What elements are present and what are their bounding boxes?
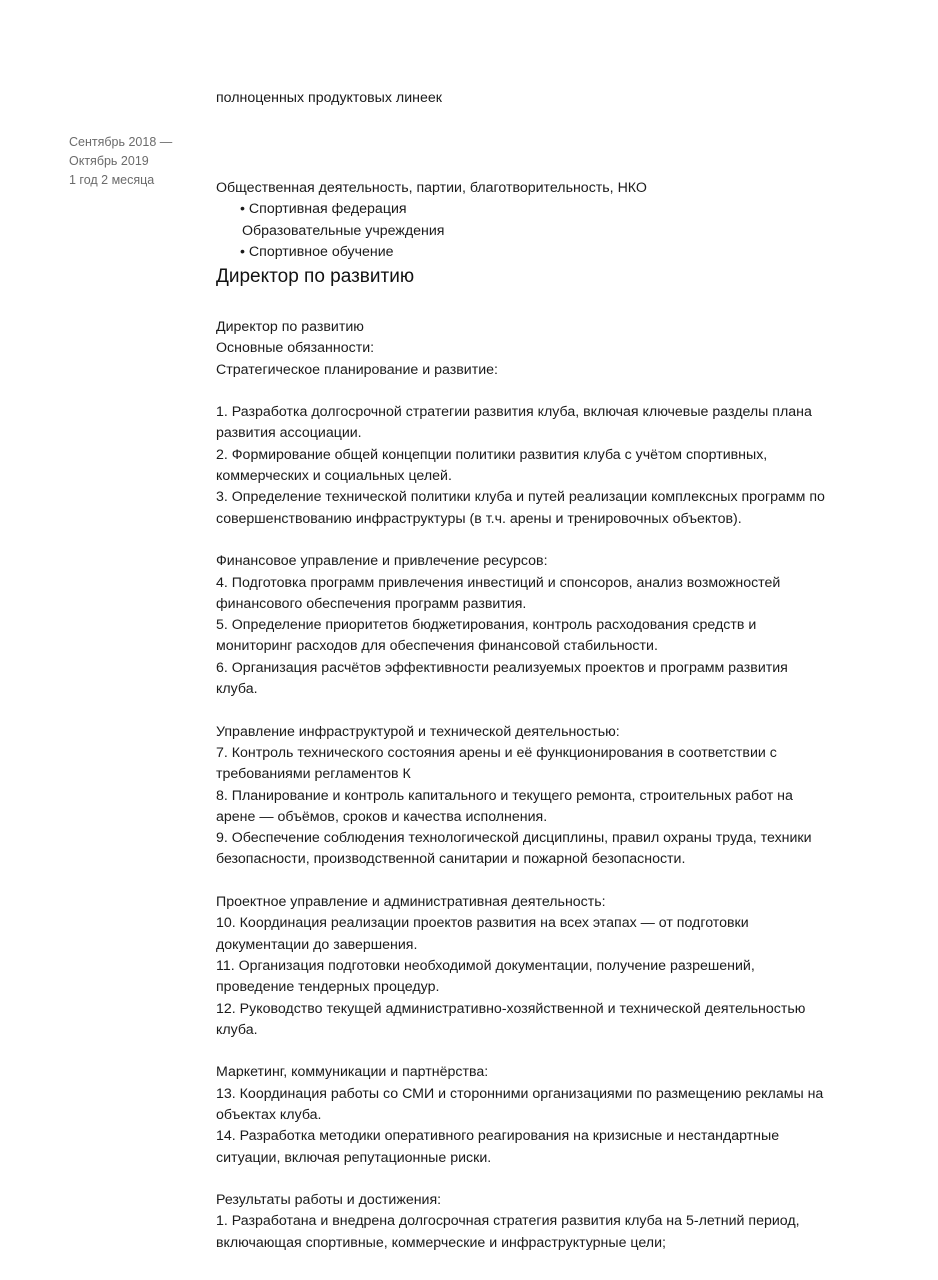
description-line: 10. Координация реализации проектов развития на всех этапах — от подготовки (216, 915, 749, 932)
description-line: Маркетинг, коммуникации и партнёрства: (216, 1064, 489, 1081)
description-line: Результаты работы и достижения: (216, 1192, 442, 1209)
description-line: Финансовое управление и привлечение ресурсов: (216, 553, 548, 570)
industry-block (216, 178, 647, 263)
description-line: 8. Планирование и контроль капитального и текущего ремонта, строительных работ на (216, 787, 793, 804)
industry-line: Общественная деятельность, партии, благотворительность, НКО (216, 180, 647, 196)
industry-sub-item: • Спортивное обучение (240, 243, 394, 260)
previous-job-tail: полноценных продуктовых линеек (216, 90, 442, 106)
period-duration: 1 год 2 месяца (69, 173, 155, 187)
description-line: мониторинг расходов для обеспечения финансовой стабильности. (216, 638, 658, 655)
industry-sub-item: • Спортивная федерация (240, 201, 407, 218)
description-line: 4. Подготовка программ привлечения инвестиций и спонсоров, анализ возможностей (216, 574, 781, 591)
description-line: 6. Организация расчётов эффективности реализуемых проектов и программ развития (216, 659, 788, 676)
description-line: 13. Координация работы со СМИ и сторонними организациями по размещению рекламы на (216, 1085, 824, 1102)
description-line: требованиями регламентов К (216, 766, 411, 783)
industry-line: Образовательные учреждения (242, 222, 445, 239)
description-line: Стратегическое планирование и развитие: (216, 361, 498, 378)
period-end: Октябрь 2019 (69, 154, 149, 168)
description-line: клуба. (216, 1021, 258, 1038)
description-line: проведение тендерных процедур. (216, 979, 440, 996)
description-line: объектах клуба. (216, 1106, 322, 1123)
description-line: коммерческих и социальных целей. (216, 468, 452, 485)
period-start: Сентябрь 2018 — (69, 135, 173, 149)
description-line: клуба. (216, 681, 258, 698)
description-line: Директор по развитию (216, 319, 364, 335)
description-line: 12. Руководство текущей административно-хозяйственной и технической деятельностью (216, 1000, 806, 1017)
description-spacer (216, 700, 825, 721)
position-title: Директор по развитию (216, 266, 415, 287)
description-line: 7. Контроль технического состояния арены и её функционирования в соответствии с (216, 744, 777, 761)
job-description (216, 317, 825, 1254)
description-spacer (216, 1169, 825, 1190)
description-spacer (216, 530, 825, 551)
description-line: 14. Разработка методики оперативного реагирования на кризисные и нестандартные (216, 1128, 780, 1145)
description-line: финансового обеспечения программ развития. (216, 595, 527, 612)
description-line: безопасности, производственной санитарии и пожарной безопасности. (216, 851, 686, 868)
description-line: арене — объёмов, сроков и качества исполнения. (216, 808, 548, 825)
description-spacer (216, 871, 825, 892)
description-line: 2. Формирование общей концепции политики развития клуба с учётом спортивных, (216, 446, 768, 463)
description-line: 3. Определение технической политики клуба и путей реализации комплексных программ по (216, 489, 825, 506)
description-line: 1. Разработана и внедрена долгосрочная стратегия развития клуба на 5-летний период, (216, 1213, 800, 1230)
description-line: Основные обязанности: (216, 340, 375, 357)
description-line: ситуации, включая репутационные риски. (216, 1149, 492, 1166)
description-line: Проектное управление и административная деятельность: (216, 894, 606, 911)
description-line: включающая спортивные, коммерческие и инфраструктурные цели; (216, 1234, 666, 1251)
description-line: Управление инфраструктурой и технической деятельностью: (216, 723, 620, 740)
description-line: 1. Разработка долгосрочной стратегии развития клуба, включая ключевые разделы плана (216, 404, 812, 421)
description-line: документации до завершения. (216, 936, 418, 953)
description-spacer (216, 381, 825, 402)
description-line: 5. Определение приоритетов бюджетирования, контроль расходования средств и (216, 617, 757, 634)
description-line: 11. Организация подготовки необходимой документации, получение разрешений, (216, 957, 755, 974)
description-line: совершенствованию инфраструктуры (в т.ч. арены и тренировочных объектов). (216, 510, 742, 527)
description-line: развития ассоциации. (216, 425, 362, 442)
description-line: 9. Обеспечение соблюдения технологической дисциплины, правил охраны труда, техники (216, 830, 812, 847)
employment-period (69, 133, 172, 190)
description-spacer (216, 1041, 825, 1062)
